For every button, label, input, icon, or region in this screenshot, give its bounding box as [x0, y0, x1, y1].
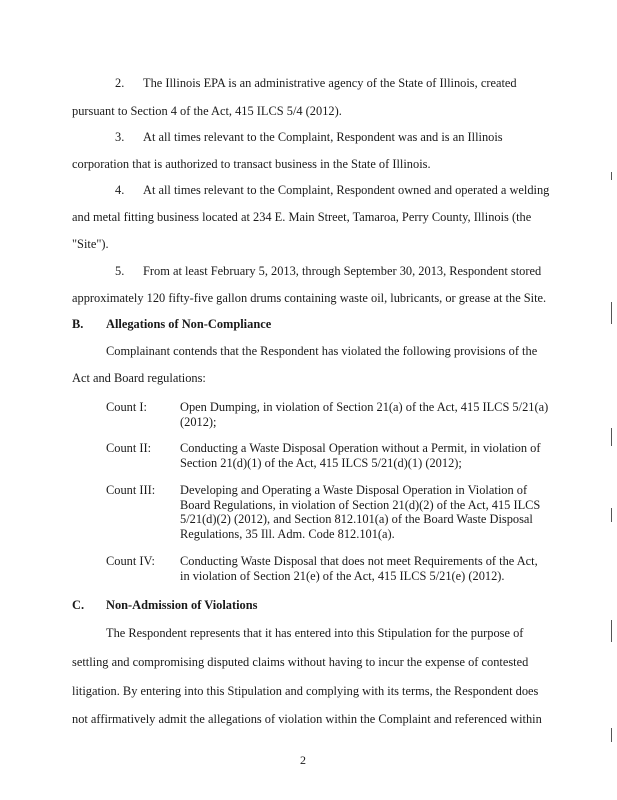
count-3-line-3: 5/21(d)(2) (2012), and Section 812.101(a) of the Board Waste Disposal — [180, 512, 533, 526]
count-1-line-1: Open Dumping, in violation of Section 21(a) of the Act, 415 ILCS 5/21(a) — [180, 400, 549, 414]
paragraph-5-line-1: From at least February 5, 2013, through September 30, 2013, Respondent stored — [143, 264, 542, 278]
margin-mark — [611, 508, 612, 522]
section-c-line-1: The Respondent represents that it has entered into this Stipulation for the purpose of — [106, 626, 524, 640]
paragraph-4-line-1: At all times relevant to the Complaint, Respondent owned and operated a welding — [143, 183, 550, 197]
count-4-label: Count IV: — [106, 554, 155, 568]
paragraph-5-number: 5. — [115, 264, 125, 278]
paragraph-5-line-2: approximately 120 fifty-five gallon drums containing waste oil, lubricants, or grease at the Site. — [72, 291, 547, 305]
paragraph-4-number: 4. — [115, 183, 125, 197]
section-c-letter: C. — [72, 598, 85, 612]
margin-mark — [611, 620, 612, 642]
count-1-text — [180, 400, 548, 429]
page-number: 2 — [300, 753, 306, 767]
margin-mark — [611, 172, 612, 180]
count-2-line-1: Conducting a Waste Disposal Operation without a Permit, in violation of — [180, 441, 541, 455]
section-c-line-4: not affirmatively admit the allegations of violation within the Complaint and referenced within — [72, 712, 542, 726]
paragraph-2-line-1: The Illinois EPA is an administrative agency of the State of Illinois, created — [143, 76, 517, 90]
section-c-title: Non-Admission of Violations — [106, 598, 258, 612]
section-b-title: Allegations of Non-Compliance — [106, 317, 272, 331]
count-3-line-1: Developing and Operating a Waste Disposal Operation in Violation of — [180, 483, 528, 497]
section-c-line-2: settling and compromising disputed claims without having to incur the expense of contested — [72, 655, 529, 669]
paragraph-3-line-1: At all times relevant to the Complaint, Respondent was and is an Illinois — [143, 130, 503, 144]
count-3-line-2: Board Regulations, in violation of Section 21(d)(2) of the Act, 415 ILCS — [180, 497, 541, 512]
section-c-line-3: litigation. By entering into this Stipulation and complying with its terms, the Respondent does — [72, 684, 539, 698]
count-4-line-2: in violation of Section 21(e) of the Act, 415 ILCS 5/21(e) (2012). — [180, 568, 505, 583]
count-3-line-4: Regulations, 35 Ill. Adm. Code 812.101(a). — [180, 526, 395, 541]
margin-mark — [611, 302, 612, 324]
paragraph-4-line-3: "Site"). — [72, 237, 109, 251]
paragraph-3-line-2: corporation that is authorized to transact business in the State of Illinois. — [72, 157, 431, 171]
count-2-label: Count II: — [106, 441, 152, 455]
count-4-text — [180, 554, 538, 583]
count-4-line-1: Conducting Waste Disposal that does not meet Requirements of the Act, — [180, 554, 538, 568]
section-b-letter: B. — [72, 317, 84, 331]
count-1-line-2: (2012); — [180, 414, 217, 429]
paragraph-4-line-2: and metal fitting business located at 234 E. Main Street, Tamaroa, Perry County, Illinois (the — [72, 210, 532, 224]
section-b-intro-line-1: Complainant contends that the Respondent has violated the following provisions of the — [106, 344, 538, 358]
paragraph-2-number: 2. — [115, 76, 125, 90]
count-2-line-2: Section 21(d)(1) of the Act, 415 ILCS 5/21(d)(1) (2012); — [180, 455, 462, 470]
section-b-intro-line-2: Act and Board regulations: — [72, 371, 206, 385]
count-3-text — [180, 483, 540, 541]
count-2-text — [180, 441, 540, 470]
margin-mark — [611, 428, 612, 446]
paragraph-2-line-2: pursuant to Section 4 of the Act, 415 ILCS 5/4 (2012). — [72, 104, 342, 118]
margin-mark — [611, 728, 612, 742]
count-1-label: Count I: — [106, 400, 147, 414]
count-3-label: Count III: — [106, 483, 156, 497]
paragraph-3-number: 3. — [115, 130, 125, 144]
